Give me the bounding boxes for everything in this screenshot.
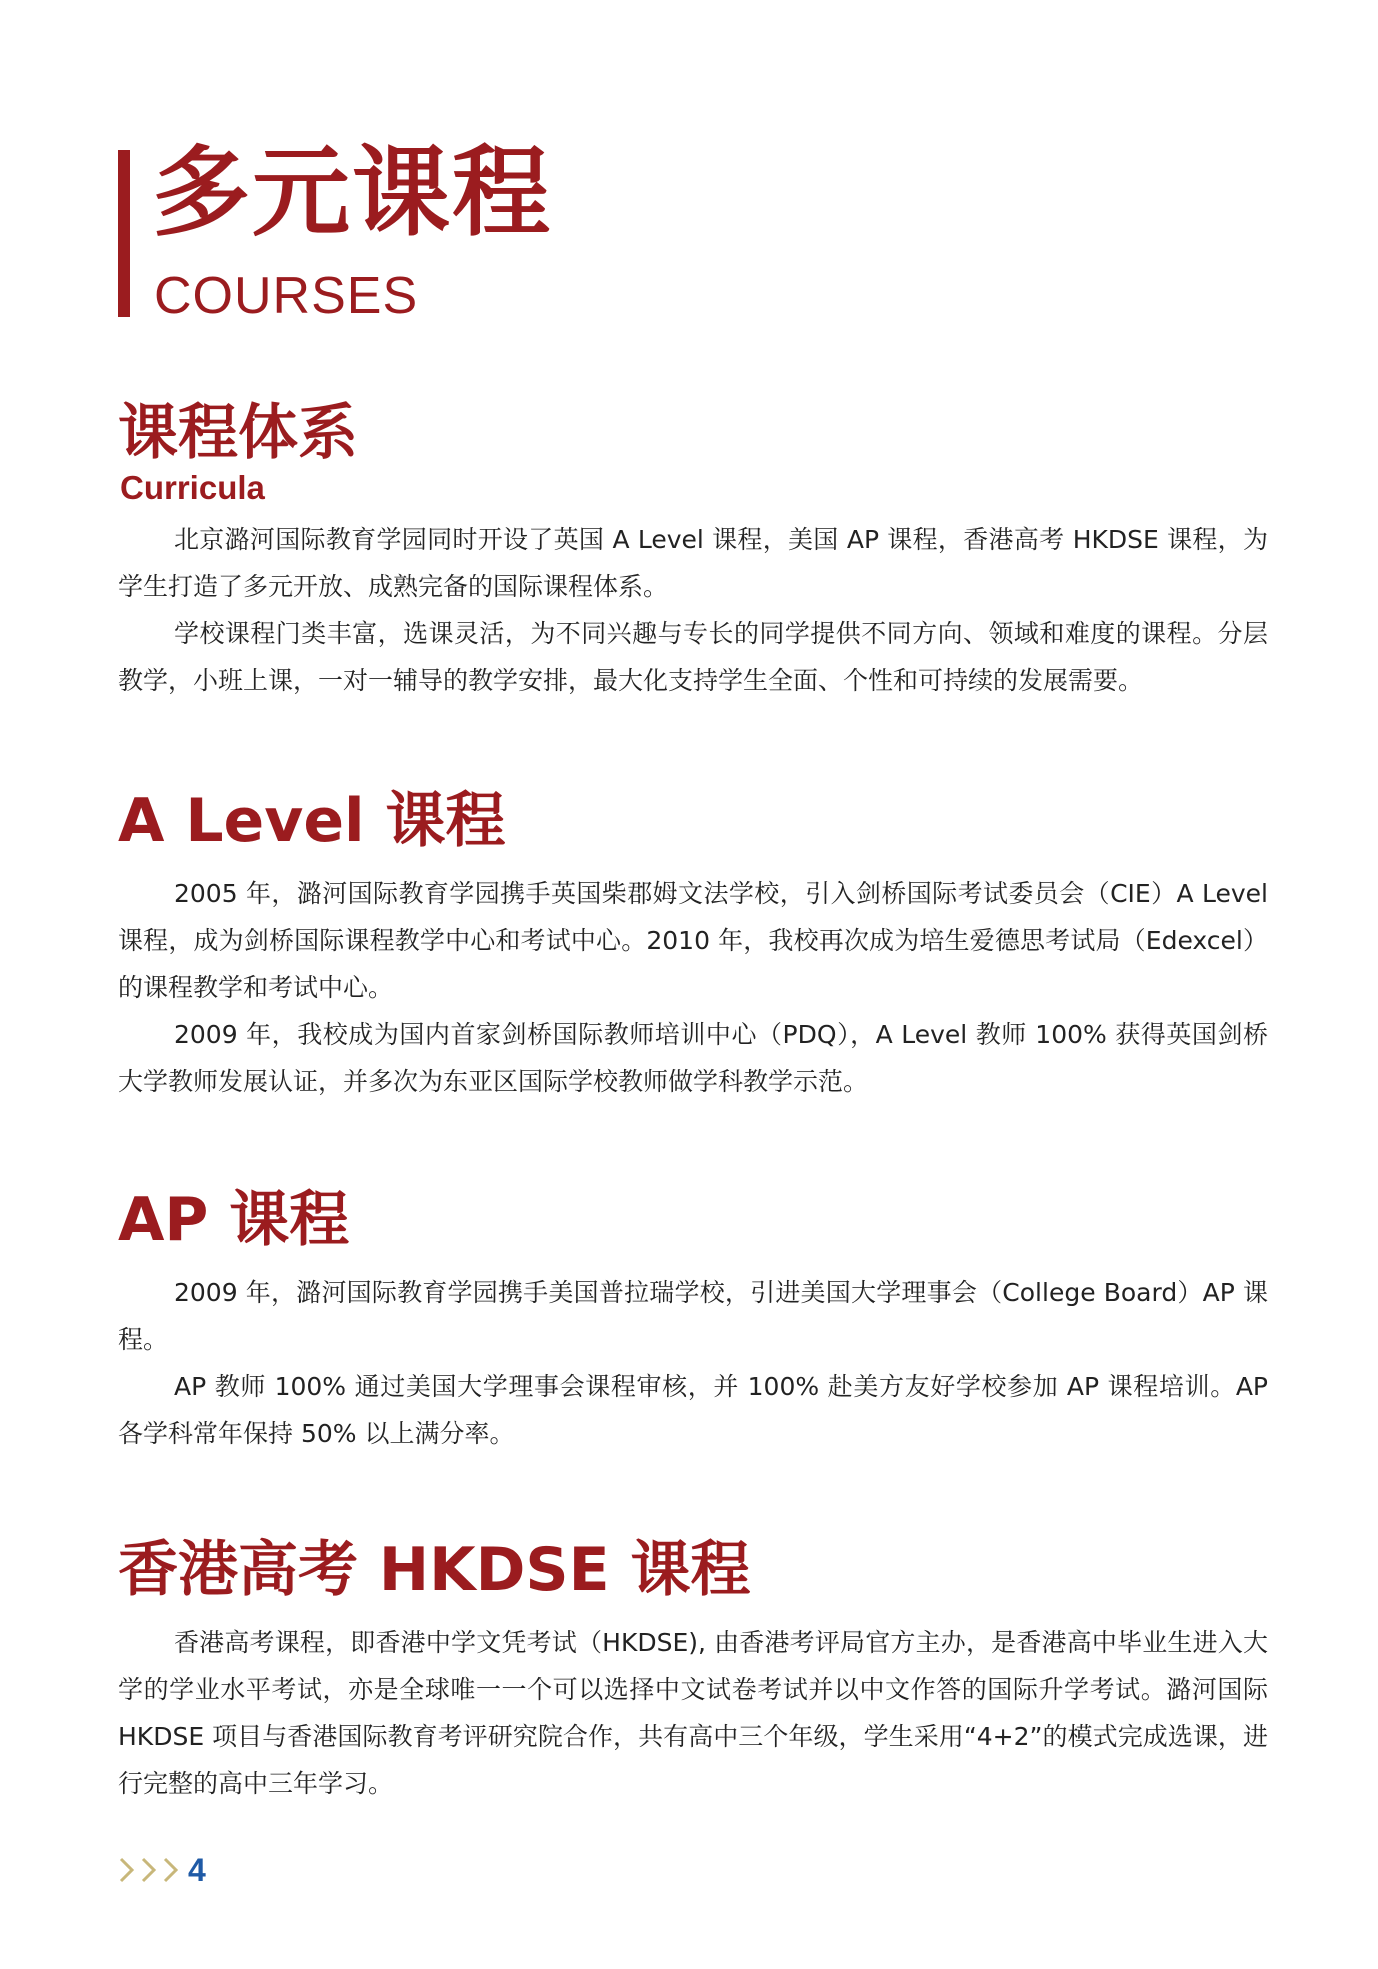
paragraph: 2005 年，潞河国际教育学园携手英国柴郡姆文法学校，引入剑桥国际考试委员会（CIE）A Level 课程，成为剑桥国际课程教学中心和考试中心。2010 年，我校再次成为培生爱德思考试局（Edexcel）的课程教学和考试中心。	[118, 879, 1268, 1002]
page-number: 4	[188, 1851, 206, 1888]
paragraph: AP 教师 100% 通过美国大学理事会课程审核，并 100% 赴美方友好学校参加 AP 课程培训。AP 各学科常年保持 50% 以上满分率。	[118, 1372, 1268, 1448]
section-subtitle: Curricula	[120, 469, 265, 506]
header-accent-bar	[118, 150, 130, 317]
chevron-right-icon	[116, 1855, 138, 1885]
section-hkdse	[118, 1535, 1268, 1807]
paragraph: 学校课程门类丰富，选课灵活，为不同兴趣与专长的同学提供不同方向、领域和难度的课程。分层教学，小班上课，一对一辅导的教学安排，最大化支持学生全面、个性和可持续的发展需要。	[118, 619, 1268, 695]
section-title: AP 课程	[118, 1185, 350, 1255]
page-subtitle: COURSES	[154, 267, 419, 325]
chevron-right-icon	[138, 1855, 160, 1885]
chevron-right-icon	[160, 1855, 182, 1885]
page-title: 多元课程	[152, 136, 553, 250]
paragraph: 2009 年，我校成为国内首家剑桥国际教师培训中心（PDQ），A Level 教师 100% 获得英国剑桥大学教师发展认证，并多次为东亚区国际学校教师做学科教学示范。	[118, 1020, 1268, 1096]
section-ap	[118, 1185, 1268, 1457]
section-a-level	[118, 786, 1268, 1105]
section-title: 香港高考 HKDSE 课程	[118, 1535, 751, 1605]
paragraph: 2009 年，潞河国际教育学园携手美国普拉瑞学校，引进美国大学理事会（College Board）AP 课程。	[118, 1278, 1268, 1354]
paragraph: 香港高考课程，即香港中学文凭考试（HKDSE), 由香港考评局官方主办，是香港高中毕业生进入大学的学业水平考试，亦是全球唯一一个可以选择中文试卷考试并以中文作答的国际升学考试。潞河国际 HKDSE 项目与香港国际教育考评研究院合作，共有高中三个年级，学生采用“4+2”的模式完成选课，进行完整的高中三年学习。	[118, 1628, 1268, 1798]
section-title: A Level 课程	[118, 786, 506, 856]
page-footer	[116, 1852, 206, 1888]
section-curricula	[118, 398, 1268, 704]
paragraph: 北京潞河国际教育学园同时开设了英国 A Level 课程，美国 AP 课程，香港高考 HKDSE 课程，为学生打造了多元开放、成熟完备的国际课程体系。	[118, 525, 1268, 601]
section-title: 课程体系	[118, 398, 358, 468]
